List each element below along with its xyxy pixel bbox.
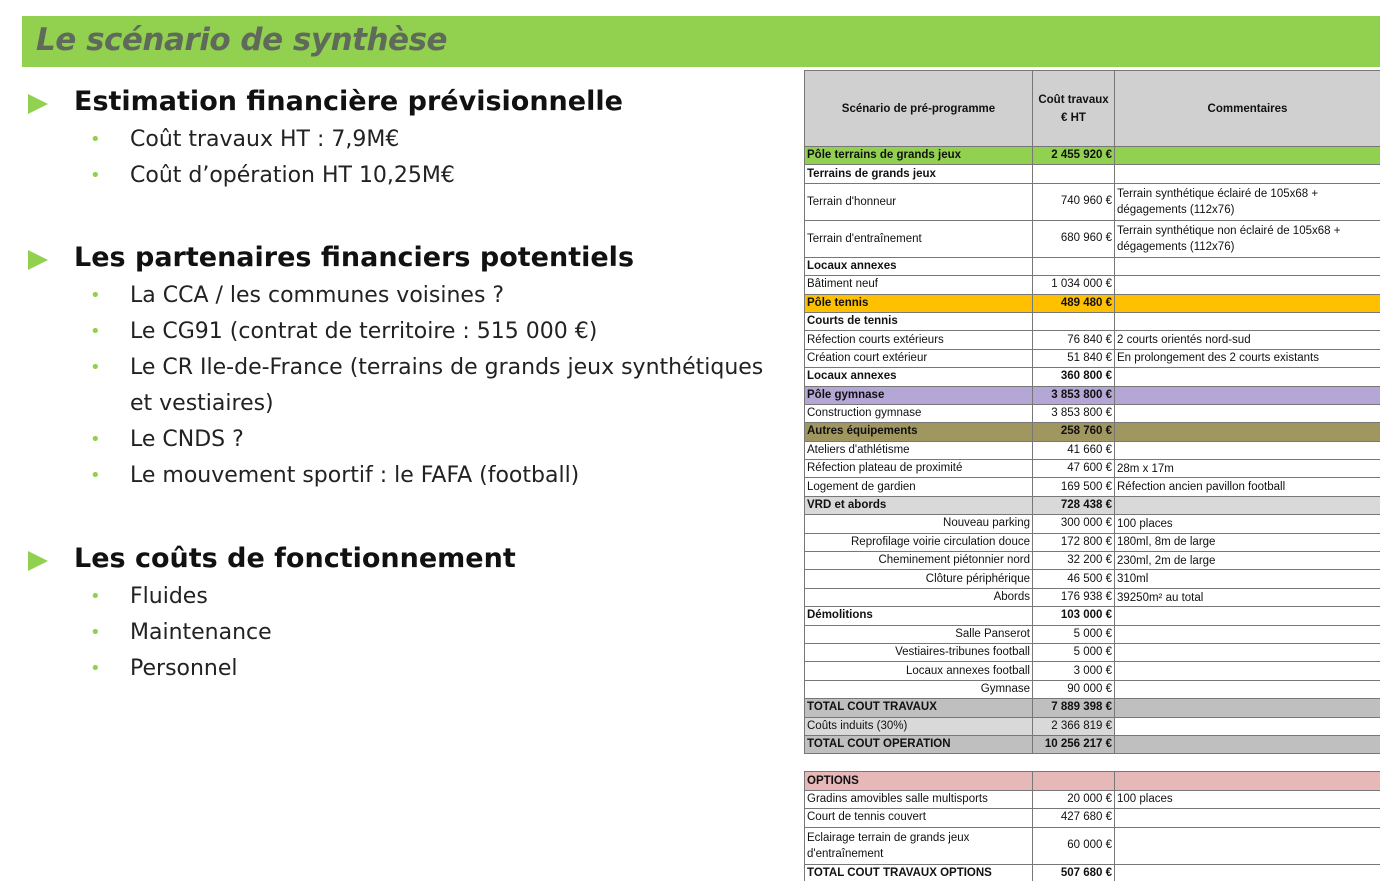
table-row (805, 478, 1380, 496)
table-cell-label: Clôture périphérique (805, 570, 1033, 588)
table-cell-label: Bâtiment neuf (805, 276, 1033, 294)
table-row (805, 386, 1380, 404)
table-cell-label: Démolitions (805, 607, 1033, 625)
table-cell-label: Terrains de grands jeux (805, 165, 1033, 183)
dot-icon: • (90, 586, 101, 607)
table-cell-comment: 100 places (1115, 790, 1380, 808)
table-cell-value: 90 000 € (1033, 680, 1115, 698)
table-cell-label: Salle Panserot (805, 625, 1033, 643)
table-cell-comment (1115, 423, 1380, 441)
table-cell-value: 5 000 € (1033, 643, 1115, 661)
table-cell-comment: 230ml, 2m de large (1115, 552, 1380, 570)
table-header-row (805, 71, 1380, 147)
table-row (805, 717, 1380, 735)
table-cell-label: Court de tennis couvert (805, 809, 1033, 827)
section-heading: Estimation financière prévisionnelle (74, 86, 623, 117)
dot-icon: • (90, 165, 101, 186)
table-row (805, 165, 1380, 183)
table-row (805, 699, 1380, 717)
page-title: Le scénario de synthèse (36, 22, 448, 58)
table-cell-value (1033, 257, 1115, 275)
table-row (805, 772, 1380, 790)
table-row (805, 533, 1380, 551)
table-cell-value: 5 000 € (1033, 625, 1115, 643)
table-row (805, 735, 1380, 753)
table-cell-value: 507 680 € (1033, 864, 1115, 881)
table-row (805, 147, 1380, 165)
table-cell-value: 3 853 800 € (1033, 386, 1115, 404)
table-cell-label: Coûts induits (30%) (805, 717, 1033, 735)
table-cell-label: Reprofilage voirie circulation douce (805, 533, 1033, 551)
dot-icon: • (90, 429, 101, 450)
table-cell-value: 176 938 € (1033, 588, 1115, 606)
table-row (805, 404, 1380, 422)
table-cell-label: TOTAL COUT TRAVAUX OPTIONS (805, 864, 1033, 881)
table-cell-comment (1115, 827, 1380, 864)
table-cell-label: TOTAL COUT OPERATION (805, 735, 1033, 753)
table-cell-value: 47 600 € (1033, 460, 1115, 478)
table-cell-value: 41 660 € (1033, 441, 1115, 459)
table-cell-comment (1115, 368, 1380, 386)
list-item: • Coût d’opération HT 10,25M€ (90, 158, 780, 194)
table-cell-value (1033, 312, 1115, 330)
table-cell-label: Création court extérieur (805, 349, 1033, 367)
section-fonctionnement (28, 543, 718, 687)
table-cell-value (1033, 754, 1115, 772)
table-cell-label: Locaux annexes (805, 368, 1033, 386)
table-cell-label: Réfection plateau de proximité (805, 460, 1033, 478)
table-cell-value: 680 960 € (1033, 220, 1115, 257)
table-row (805, 790, 1380, 808)
table-cell-label: Cheminement piétonnier nord (805, 552, 1033, 570)
table-cell-comment (1115, 312, 1380, 330)
dot-icon: • (90, 321, 101, 342)
table-cell-comment: 2 courts orientés nord-sud (1115, 331, 1380, 349)
table-cell-comment (1115, 680, 1380, 698)
column-header-cost: Coût travaux € HT (1033, 71, 1115, 147)
section-heading: Les coûts de fonctionnement (74, 543, 516, 574)
table-cell-value: 728 438 € (1033, 496, 1115, 514)
list-item: • Fluides (90, 579, 780, 615)
table-cell-comment: 39250m² au total (1115, 588, 1380, 606)
table-cell-label: Autres équipements (805, 423, 1033, 441)
table-cell-comment (1115, 404, 1380, 422)
table-cell-label: Nouveau parking (805, 515, 1033, 533)
table-cell-comment (1115, 276, 1380, 294)
table-cell-comment (1115, 257, 1380, 275)
table-cell-comment (1115, 754, 1380, 772)
cost-table (804, 70, 1380, 881)
table-cell-comment: 100 places (1115, 515, 1380, 533)
table-cell-comment: 180ml, 8m de large (1115, 533, 1380, 551)
table-cell-label (805, 754, 1033, 772)
table-cell-comment: Réfection ancien pavillon football (1115, 478, 1380, 496)
table-cell-value: 51 840 € (1033, 349, 1115, 367)
table-row (805, 349, 1380, 367)
table-cell-comment (1115, 607, 1380, 625)
table-cell-value: 76 840 € (1033, 331, 1115, 349)
table-row (805, 607, 1380, 625)
list-item: • Le CNDS ? (90, 422, 780, 458)
table-cell-label: Locaux annexes (805, 257, 1033, 275)
table-cell-value (1033, 772, 1115, 790)
table-cell-label: Eclairage terrain de grands jeux d'entraînement (805, 827, 1033, 864)
table-cell-value (1033, 165, 1115, 183)
list-item: • La CCA / les communes voisines ? (90, 278, 780, 314)
table-row (805, 625, 1380, 643)
table-cell-value: 258 760 € (1033, 423, 1115, 441)
table-row (805, 754, 1380, 772)
table-cell-comment (1115, 864, 1380, 881)
list-item: • Le CR Ile-de-France (terrains de grands jeux synthétiques et vestiaires) (90, 350, 780, 422)
table-cell-comment (1115, 643, 1380, 661)
dot-icon: • (90, 465, 101, 486)
table-row (805, 643, 1380, 661)
table-row (805, 276, 1380, 294)
table-cell-value: 3 853 800 € (1033, 404, 1115, 422)
table-row (805, 662, 1380, 680)
table-cell-comment: 28m x 17m (1115, 460, 1380, 478)
table-cell-value: 2 455 920 € (1033, 147, 1115, 165)
table-cell-value: 46 500 € (1033, 570, 1115, 588)
table-row (805, 460, 1380, 478)
table-cell-label: Réfection courts extérieurs (805, 331, 1033, 349)
table-cell-comment (1115, 735, 1380, 753)
table-cell-value: 172 800 € (1033, 533, 1115, 551)
dot-icon: • (90, 285, 101, 306)
table-row (805, 552, 1380, 570)
table-row (805, 294, 1380, 312)
dot-icon: • (90, 129, 101, 150)
arrow-bullet-icon (28, 94, 48, 114)
table-cell-comment: En prolongement des 2 courts existants (1115, 349, 1380, 367)
table-cell-label: Terrain d'entraînement (805, 220, 1033, 257)
table-row (805, 183, 1380, 220)
table-cell-label: Gradins amovibles salle multisports (805, 790, 1033, 808)
table-cell-value: 300 000 € (1033, 515, 1115, 533)
table-cell-label: Ateliers d'athlétisme (805, 441, 1033, 459)
table-cell-value: 32 200 € (1033, 552, 1115, 570)
table-cell-label: OPTIONS (805, 772, 1033, 790)
table-cell-comment (1115, 625, 1380, 643)
table-cell-label: Terrain d'honneur (805, 183, 1033, 220)
table-cell-label: Locaux annexes football (805, 662, 1033, 680)
table-cell-label: Pôle tennis (805, 294, 1033, 312)
dot-icon: • (90, 357, 101, 378)
table-row (805, 496, 1380, 514)
table-cell-value: 169 500 € (1033, 478, 1115, 496)
dot-icon: • (90, 658, 101, 679)
table-row (805, 570, 1380, 588)
table-row (805, 515, 1380, 533)
table-cell-value: 2 366 819 € (1033, 717, 1115, 735)
table-cell-comment (1115, 809, 1380, 827)
table-cell-label: Logement de gardien (805, 478, 1033, 496)
table-row (805, 368, 1380, 386)
table-cell-label: VRD et abords (805, 496, 1033, 514)
table-row (805, 864, 1380, 881)
table-row (805, 312, 1380, 330)
table-cell-value: 60 000 € (1033, 827, 1115, 864)
arrow-bullet-icon (28, 250, 48, 270)
table-cell-value: 20 000 € (1033, 790, 1115, 808)
table-cell-comment (1115, 662, 1380, 680)
list-item: • Le CG91 (contrat de territoire : 515 000 €) (90, 314, 780, 350)
table-cell-label: Courts de tennis (805, 312, 1033, 330)
table-cell-value: 427 680 € (1033, 809, 1115, 827)
table-cell-comment (1115, 772, 1380, 790)
table-cell-value: 103 000 € (1033, 607, 1115, 625)
table-cell-value: 1 034 000 € (1033, 276, 1115, 294)
table-row (805, 423, 1380, 441)
list-item: • Maintenance (90, 615, 780, 651)
column-header-comments: Commentaires (1115, 71, 1380, 147)
table-cell-comment: Terrain synthétique éclairé de 105x68 + dégagements (112x76) (1115, 183, 1380, 220)
table-cell-value: 7 889 398 € (1033, 699, 1115, 717)
table-cell-value: 10 256 217 € (1033, 735, 1115, 753)
table-cell-label: Pôle terrains de grands jeux (805, 147, 1033, 165)
column-header-scenario: Scénario de pré-programme (805, 71, 1033, 147)
table-cell-comment (1115, 165, 1380, 183)
table-row (805, 331, 1380, 349)
list-item: • Personnel (90, 651, 780, 687)
table-cell-label: Pôle gymnase (805, 386, 1033, 404)
table-cell-comment: Terrain synthétique non éclairé de 105x68 + dégagements (112x76) (1115, 220, 1380, 257)
table-cell-comment (1115, 441, 1380, 459)
section-partenaires (28, 242, 764, 494)
list-item: • Le mouvement sportif : le FAFA (football) (90, 458, 780, 494)
section-heading: Les partenaires financiers potentiels (74, 242, 635, 273)
table-cell-comment (1115, 147, 1380, 165)
table-row (805, 588, 1380, 606)
arrow-bullet-icon (28, 551, 48, 571)
table-cell-value: 3 000 € (1033, 662, 1115, 680)
table-cell-label: TOTAL COUT TRAVAUX (805, 699, 1033, 717)
table-cell-label: Gymnase (805, 680, 1033, 698)
table-cell-value: 740 960 € (1033, 183, 1115, 220)
table-cell-comment (1115, 717, 1380, 735)
table-row (805, 827, 1380, 864)
table-row (805, 441, 1380, 459)
table-row (805, 257, 1380, 275)
table-cell-comment: 310ml (1115, 570, 1380, 588)
table-cell-label: Abords (805, 588, 1033, 606)
bullet-list (90, 579, 780, 687)
table-row (805, 680, 1380, 698)
table-row (805, 220, 1380, 257)
list-item: • Coût travaux HT : 7,9M€ (90, 122, 780, 158)
table-cell-comment (1115, 496, 1380, 514)
bullet-list (90, 122, 780, 194)
table-row (805, 809, 1380, 827)
table-cell-value: 360 800 € (1033, 368, 1115, 386)
dot-icon: • (90, 622, 101, 643)
bullet-list (90, 278, 780, 494)
table-cell-label: Construction gymnase (805, 404, 1033, 422)
table-cell-comment (1115, 699, 1380, 717)
section-estimation (28, 86, 718, 194)
table-cell-comment (1115, 294, 1380, 312)
table-cell-label: Vestiaires-tribunes football (805, 643, 1033, 661)
table-cell-value: 489 480 € (1033, 294, 1115, 312)
table-cell-comment (1115, 386, 1380, 404)
